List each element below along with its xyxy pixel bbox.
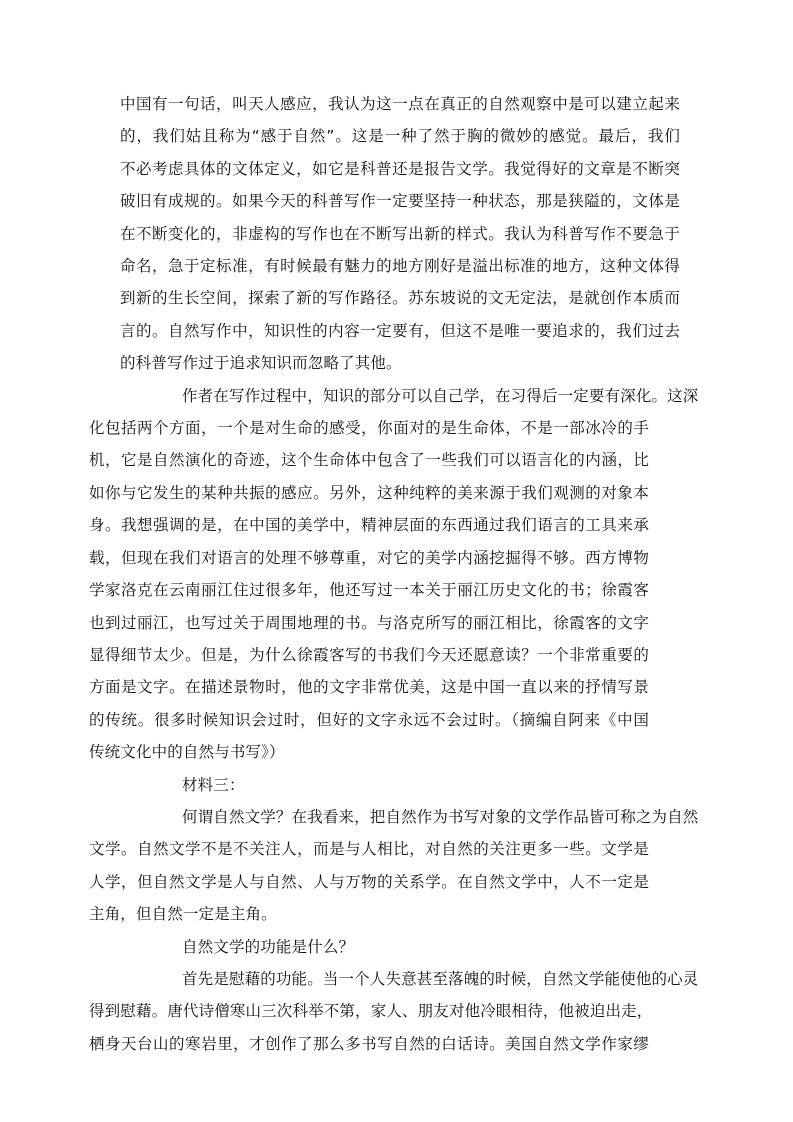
text-line: 的传统。很多时候知识会过时，但好的文字永远不会过时。（摘编自阿来《中国 (89, 710, 649, 729)
text-line: 显得细节太少。但是，为什么徐霞客写的书我们今天还愿意读？一个非常重要的 (89, 645, 649, 664)
text-line: 文学。自然文学不是不关注人，而是与人相比，对自然的关注更多一些。文学是 (89, 840, 649, 859)
text-line: 化包括两个方面，一个是对生命的感受，你面对的是生命体，不是一部冰冷的手 (89, 419, 649, 438)
text-line: 方面是文字。在描述景物时，他的文字非常优美，这是中国一直以来的抒情写景 (89, 678, 649, 697)
text-line: 在不断变化的，非虚构的写作也在不断写出新的样式。我认为科普写作不要急于 (120, 224, 680, 243)
text-line: 得到慰藉。唐代诗僧寒山三次科举不第，家人、朋友对他冷眼相待，他被迫出走， (89, 1002, 653, 1021)
text-line: 破旧有成规的。如果今天的科普写作一定要坚持一种状态，那是狭隘的，文体是 (120, 192, 680, 211)
document-paragraph (89, 963, 699, 1060)
text-line: 学家洛克在云南丽江住过很多年，他还写过一本关于丽江历史文化的书；徐霞客 (89, 581, 649, 600)
document-body (89, 88, 699, 1060)
text-line: 命名，急于定标准，有时候最有魅力的地方刚好是溢出标准的地方，这种文体得 (120, 257, 680, 276)
text-line: 材料三： (182, 775, 245, 794)
document-paragraph (120, 769, 680, 801)
text-line: 如你与它发生的某种共振的感应。另外，这种纯粹的美来源于我们观测的对象本 (89, 483, 649, 502)
text-line: 主角，但自然一定是主角。 (89, 905, 277, 924)
text-line: 身。我想强调的是，在中国的美学中，精神层面的东西通过我们语言的工具来承 (89, 516, 649, 535)
text-line: 也到过丽江，也写过关于周围地理的书。与洛克所写的丽江相比，徐霞客的文字 (89, 613, 649, 632)
text-line: 的科普写作过于追求知识而忽略了其他。 (120, 354, 402, 373)
document-paragraph (120, 931, 680, 963)
text-line: 到新的生长空间，探索了新的写作路径。苏东坡说的文无定法，是就创作本质而 (120, 289, 680, 308)
text-line: 传统文化中的自然与书写》） (89, 743, 285, 762)
document-paragraph (89, 801, 699, 931)
text-line: 中国有一句话，叫天人感应，我认为这一点在真正的自然观察中是可以建立起来 (120, 95, 680, 113)
text-line: 栖身天台山的寒岩里，才创作了那么多书写自然的白话诗。美国自然文学作家缪 (89, 1034, 649, 1053)
text-line: 不必考虑具体的文体定义，如它是科普还是报告文学。我觉得好的文章是不断突 (120, 159, 680, 178)
text-line: 首先是慰藉的功能。当一个人失意甚至落魄的时候，自然文学能使他的心灵 (182, 969, 699, 988)
text-line: 人学，但自然文学是人与自然、人与万物的关系学。在自然文学中，人不一定是 (89, 872, 649, 891)
text-line: 自然文学的功能是什么？ (182, 937, 355, 956)
text-line: 机，它是自然演化的奇迹，这个生命体中包含了一些我们可以语言化的内涵，比 (89, 451, 649, 470)
text-line: 的，我们姑且称为“感于自然”。这是一种了然于胸的微妙的感觉。最后，我们 (120, 127, 680, 146)
text-line: 载，但现在我们对语言的处理不够尊重，对它的美学内涵挖掘得不够。西方博物 (89, 548, 649, 567)
text-line: 言的。自然写作中，知识性的内容一定要有，但这不是唯一要追求的，我们过去 (120, 321, 680, 340)
text-line: 何谓自然文学？在我看来，把自然作为书写对象的文学作品皆可称之为自然 (182, 807, 699, 826)
document-paragraph (89, 380, 699, 769)
document-paragraph (120, 88, 680, 380)
text-line: 作者在写作过程中，知识的部分可以自己学，在习得后一定要有深化。这深 (182, 386, 699, 405)
